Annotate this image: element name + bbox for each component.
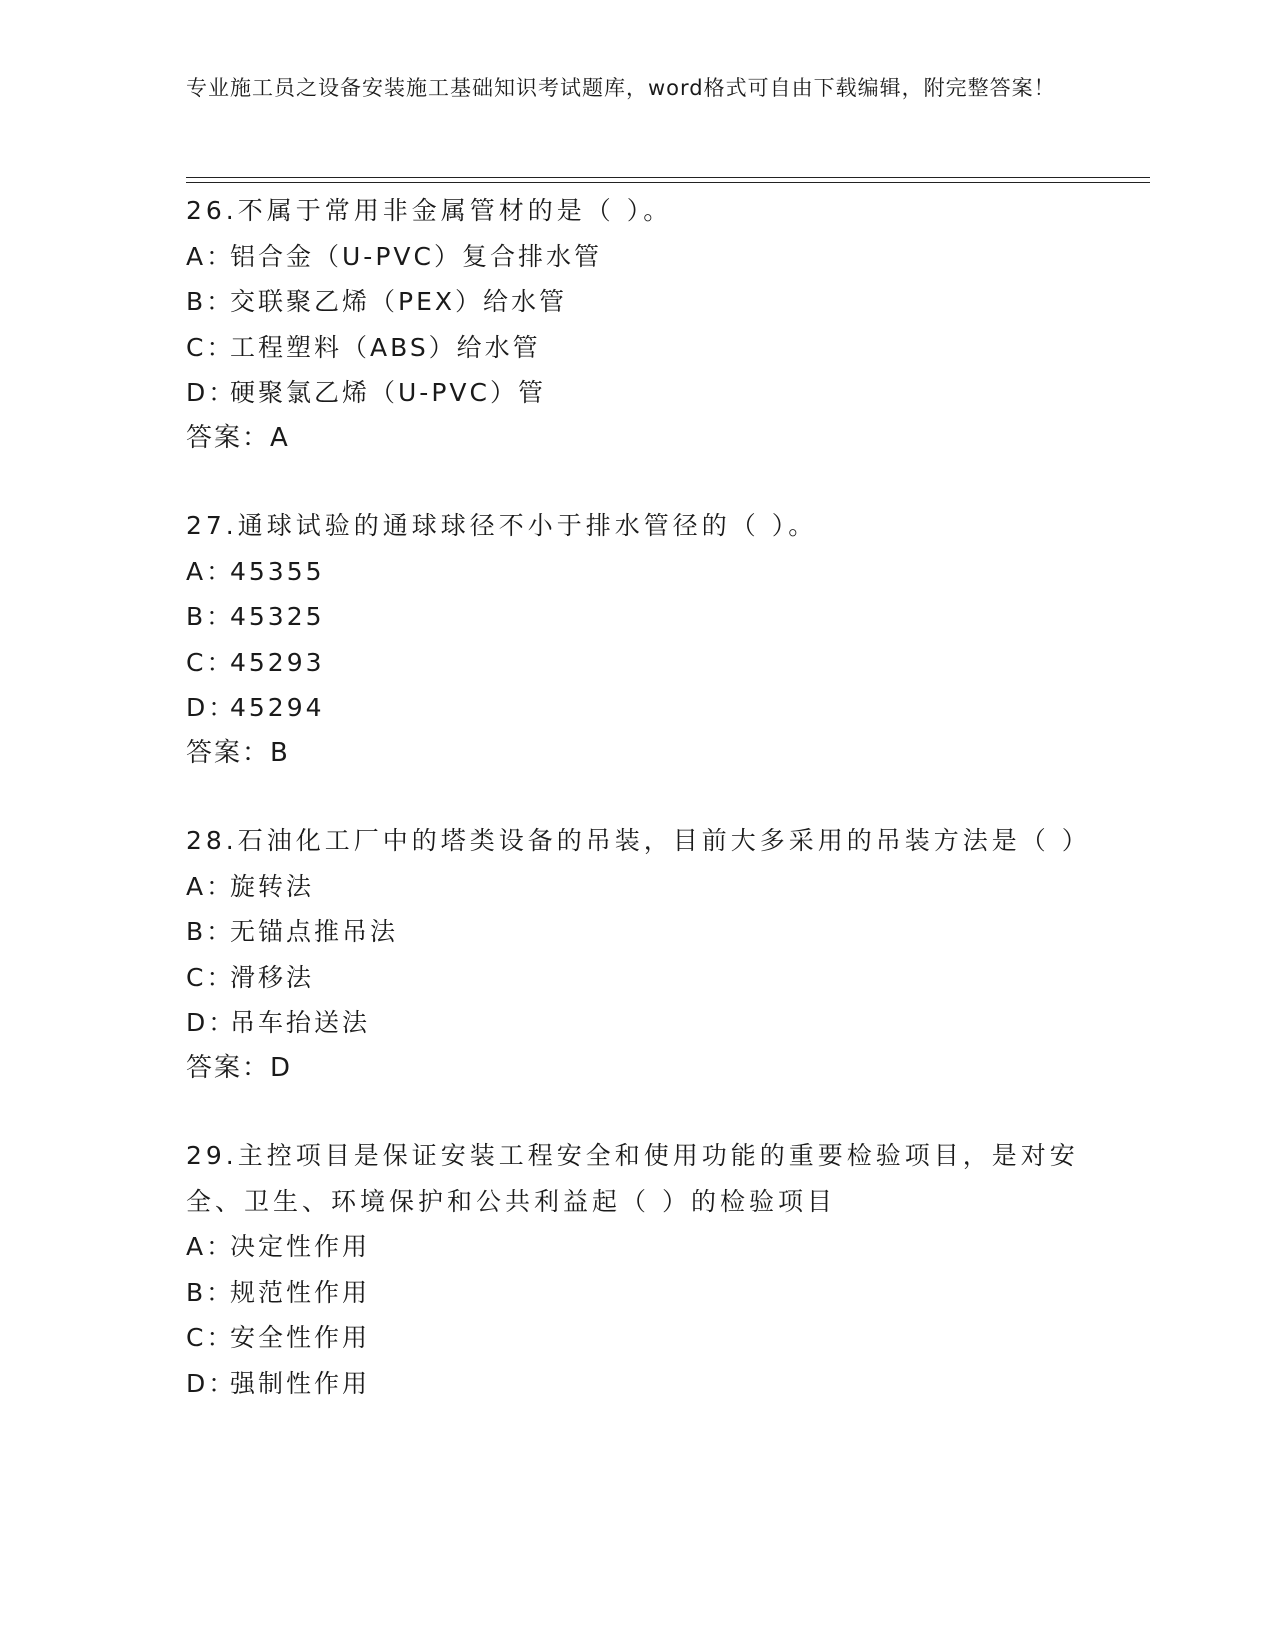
option-b <box>186 594 1086 640</box>
question-text: 29.主控项目是保证安装工程安全和使用功能的重要检验项目，是对安全、卫生、环境保护和公共利益起（ ）的检验项目 <box>186 1141 1079 1216</box>
option-text: 吊车抬送法 <box>230 1008 371 1037</box>
question-spacer <box>186 1091 1086 1133</box>
option-key: C： <box>186 332 235 362</box>
question-29 <box>186 1133 1086 1406</box>
option-key: A： <box>186 1232 235 1261</box>
option-text: 强制性作用 <box>230 1368 371 1398</box>
question-28 <box>186 818 1091 1091</box>
option-text: 45294 <box>230 693 325 722</box>
option-d <box>186 685 1086 731</box>
document-header <box>186 72 1066 105</box>
option-key: C： <box>186 962 235 992</box>
option-text: 无锚点推吊法 <box>230 917 399 946</box>
option-key: C： <box>186 1323 235 1352</box>
answer-line: 答案：B <box>186 737 290 768</box>
option-key: B： <box>186 917 235 946</box>
header-rule-top <box>186 177 1150 178</box>
option-b <box>186 279 1086 325</box>
question-text: 28.石油化工厂中的塔类设备的吊装，目前大多采用的吊装方法是（ ） <box>186 826 1091 855</box>
option-d <box>186 1361 1086 1407</box>
option-b <box>186 909 1086 955</box>
option-a <box>186 1224 1086 1270</box>
question-26 <box>186 188 1086 461</box>
option-a <box>186 549 1086 595</box>
option-d <box>186 1000 1086 1046</box>
option-text: 交联聚乙烯（PEX）给水管 <box>230 287 567 316</box>
option-text: 45293 <box>230 647 325 677</box>
option-text: 工程塑料（ABS）给水管 <box>230 332 541 362</box>
option-key: A： <box>186 871 235 901</box>
answer-line: 答案：A <box>186 422 290 453</box>
option-key: D： <box>186 378 237 407</box>
option-text: 45325 <box>230 602 325 631</box>
question-27 <box>186 503 1086 776</box>
option-key: B： <box>186 602 235 631</box>
option-text: 规范性作用 <box>230 1277 371 1307</box>
option-b <box>186 1270 1086 1316</box>
option-text: 铝合金（U-PVC）复合排水管 <box>230 241 602 271</box>
option-c <box>186 325 1086 371</box>
option-key: D： <box>186 693 237 722</box>
option-text: 硬聚氯乙烯（U-PVC）管 <box>230 378 546 407</box>
option-key: B： <box>186 287 235 316</box>
answer-line: 答案：D <box>186 1052 293 1083</box>
option-key: A： <box>186 241 235 271</box>
option-text: 决定性作用 <box>230 1232 371 1261</box>
option-key: B： <box>186 1277 235 1307</box>
option-text: 旋转法 <box>230 871 315 901</box>
option-a <box>186 234 1086 280</box>
option-key: D： <box>186 1368 237 1398</box>
question-spacer <box>186 776 1086 818</box>
question-spacer <box>186 461 1086 503</box>
option-key: C： <box>186 647 235 677</box>
header-title: 专业施工员之设备安装施工基础知识考试题库，word格式可自由下载编辑，附完整答案！ <box>186 76 1056 100</box>
option-a <box>186 864 1086 910</box>
option-key: A： <box>186 556 235 586</box>
question-text: 26.不属于常用非金属管材的是（ ）。 <box>186 196 673 225</box>
option-text: 滑移法 <box>230 962 315 992</box>
option-text: 安全性作用 <box>230 1323 371 1352</box>
option-c <box>186 955 1086 1001</box>
option-text: 45355 <box>230 556 325 586</box>
question-text: 27.通球试验的通球球径不小于排水管径的（ ）。 <box>186 511 818 540</box>
option-d <box>186 370 1086 416</box>
option-key: D： <box>186 1008 237 1037</box>
option-c <box>186 640 1086 686</box>
option-c <box>186 1315 1086 1361</box>
header-rule-bottom <box>186 182 1150 183</box>
question-list <box>186 188 1091 1406</box>
